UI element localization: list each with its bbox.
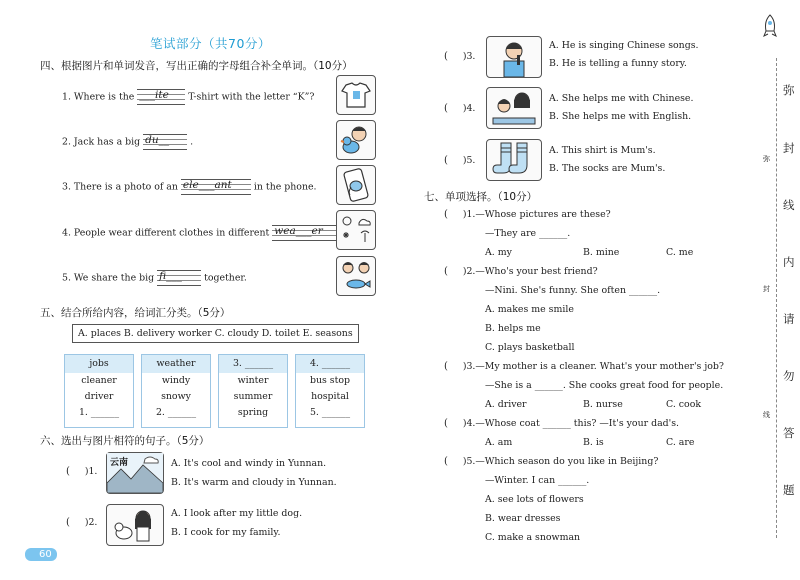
side-mark-2: 封 [763,285,770,293]
s6-q5-num: ( )5. [444,155,476,166]
s4-q4: 4. People wear different clothes in different wea___er [62,225,344,241]
s7-q3: ( )3.—My mother is a cleaner. What's your mother's job? [444,361,724,372]
s4-answer-3: ele___ant [182,179,232,191]
side-char-7: 答 [783,426,795,440]
s6-q2-num: ( )2. [66,517,98,528]
s7-q4: ( )4.—Whose coat ______ this? —It's your dad's. [444,418,680,429]
section4-heading: 四、根据图片和单词发音，写出正确的字母组合补全单词。（10分） [40,60,353,72]
s6-q3-option-b: B. He is telling a funny story. [549,58,687,69]
yunnan-landscape-icon: 云南 [106,452,164,494]
s7-q3-option-a: A. driver [485,399,527,410]
s5-column-3: 3. ______ winter summer spring [218,354,288,428]
side-char-4: 内 [783,255,795,269]
s6-q4-option-b: B. She helps me with English. [549,111,692,122]
s4-q2: 2. Jack has a big du__ . [62,134,193,150]
s7-q5-option-b: B. wear dresses [485,513,561,524]
rocket-icon [763,14,777,44]
weather-icon [336,210,376,250]
boy-with-duck-icon [336,120,376,160]
s7-q3-line2: —She is a ______. She cooks great food for people. [485,380,724,391]
side-char-1: 弥 [783,83,795,97]
girl-with-dog-icon [106,504,164,546]
s6-q5-option-a: A. This shirt is Mum's. [549,145,656,156]
s7-q1-line2: —They are ______. [485,228,571,239]
s7-q2-option-c: C. plays basketball [485,342,575,353]
page-number: 60 [25,548,57,561]
s7-q2-line2: —Nini. She's funny. She often ______. [485,285,661,296]
s7-q5-option-a: A. see lots of flowers [485,494,584,505]
s7-q1-option-b: B. mine [583,247,620,258]
side-mark-3: 线 [763,411,770,419]
s5-options-box: A. places B. delivery worker C. cloudy D. toilet E. seasons [72,324,359,343]
side-char-2: 封 [783,141,795,155]
binding-dashed-line [776,58,777,538]
s7-q5: ( )5.—Which season do you like in Beijing? [444,456,659,467]
s7-q5-option-c: C. make a snowman [485,532,581,543]
kids-sharing-fish-icon [336,256,376,296]
page-title: 笔试部分（共70分） [150,36,271,51]
s7-q4-option-a: A. am [485,437,513,448]
section7-heading: 七、单项选择。（10分） [424,191,538,203]
s7-q1: ( )1.—Whose pictures are these? [444,209,611,220]
side-char-8: 题 [783,483,795,497]
side-char-5: 请 [783,312,795,326]
s6-q4-option-a: A. She helps me with Chinese. [549,93,694,104]
s7-q1-option-c: C. me [666,247,694,258]
section6-heading: 六、选出与图片相符的句子。（5分） [40,435,210,447]
side-char-3: 线 [783,198,795,212]
s6-q5-option-b: B. The socks are Mum's. [549,163,666,174]
s4-q3: 3. There is a photo of an ele___ant in the phone. [62,179,317,195]
side-char-6: 勿 [783,369,795,383]
phone-elephant-icon [336,165,376,205]
s6-q2-option-b: B. I cook for my family. [171,527,281,538]
s7-q2-option-a: A. makes me smile [485,304,574,315]
s4-answer-1: ___ite [139,89,169,101]
s7-q5-line2: —Winter. I can ______. [485,475,590,486]
s6-q1-num: ( )1. [66,466,98,477]
section5-heading: 五、结合所给内容，给词汇分类。（5分） [40,307,231,319]
s6-q1-option-b: B. It's warm and cloudy in Yunnan. [171,477,337,488]
s7-q1-option-a: A. my [485,247,512,258]
s5-column-2: weather windy snowy 2. ______ [141,354,211,428]
s7-q3-option-c: C. cook [666,399,702,410]
s4-answer-2: du__ [145,134,170,146]
socks-icon [486,139,542,181]
s6-q3-num: ( )3. [444,51,476,62]
s5-column-4: 4. ______ bus stop hospital 5. ______ [295,354,365,428]
s5-column-1: jobs cleaner driver 1. ______ [64,354,134,428]
s6-q1-option-a: A. It's cool and windy in Yunnan. [171,458,327,469]
s6-q4-num: ( )4. [444,103,476,114]
s7-q3-option-b: B. nurse [583,399,623,410]
s4-q5: 5. We share the big fi___ together. [62,270,247,286]
s4-answer-5: fi___ [159,270,182,282]
s7-q2: ( )2.—Who's your best friend? [444,266,598,277]
tshirt-icon [336,75,376,115]
s7-q4-option-b: B. is [583,437,604,448]
s7-q2-option-b: B. helps me [485,323,541,334]
s6-q3-option-a: A. He is singing Chinese songs. [549,40,699,51]
s4-q1: 1. Where is the ___ite T-shirt with the letter “K”? [62,89,314,105]
side-mark-1: 弥 [763,155,770,163]
s4-answer-4: wea___er [274,225,323,237]
s7-q4-option-c: C. are [666,437,695,448]
s6-q2-option-a: A. I look after my little dog. [171,508,303,519]
man-singing-icon [486,36,542,78]
mother-helping-child-icon [486,87,542,129]
